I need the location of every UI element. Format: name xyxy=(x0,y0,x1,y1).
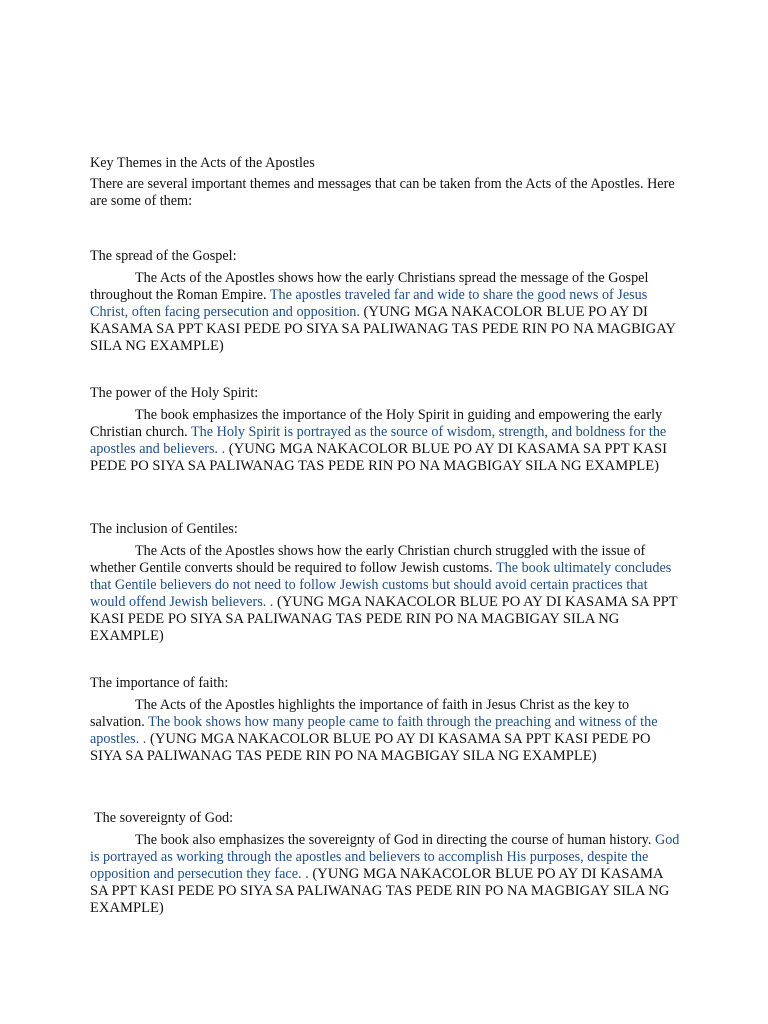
body-text: The Acts of the Apostles shows how the early Christians spread the message of the Gospel throughout the Roman Empire. xyxy=(90,270,649,303)
section-paragraph xyxy=(90,407,680,475)
section-spread-of-gospel xyxy=(90,248,680,355)
blue-highlight-text: The Holy Spirit is portrayed as the source of wisdom, strength, and boldness for the apostles and believers. . xyxy=(90,424,667,457)
section-paragraph xyxy=(90,832,680,917)
section-paragraph xyxy=(90,270,680,355)
body-text: The Acts of the Apostles highlights the importance of faith in Jesus Christ as the key to salvation. xyxy=(90,697,630,730)
note-text: (YUNG MGA NAKACOLOR BLUE PO AY DI KASAMA SA PPT KASI PEDE PO SIYA SA PALIWANAG TAS PEDE RIN PO NA MAGBIGAY SILA NG EXAMPLE) xyxy=(90,731,651,764)
section-paragraph xyxy=(90,543,680,645)
body-text: The Acts of the Apostles shows how the early Christian church struggled with the issue of whether Gentile converts should be required to follow Jewish customs. xyxy=(90,543,646,576)
blue-highlight-text: The book shows how many people came to faith through the preaching and witness of the apostles. . xyxy=(90,714,658,747)
document-title: Key Themes in the Acts of the Apostles xyxy=(90,155,315,171)
note-text: (YUNG MGA NAKACOLOR BLUE PO AY DI KASAMA SA PPT KASI PEDE PO SIYA SA PALIWANAG TAS PEDE RIN PO NA MAGBIGAY SILA NG EXAMPLE) xyxy=(90,594,678,644)
section-inclusion-of-gentiles xyxy=(90,521,680,645)
document-body xyxy=(90,155,680,917)
section-heading: The importance of faith: xyxy=(90,675,229,691)
blue-highlight-text: The apostles traveled far and wide to share the good news of Jesus Christ, often facing persecution and opposition. xyxy=(90,287,648,320)
section-heading: The power of the Holy Spirit: xyxy=(90,385,259,401)
body-text: The book emphasizes the importance of the Holy Spirit in guiding and empowering the early Christian church. xyxy=(90,407,663,440)
section-importance-of-faith xyxy=(90,675,680,765)
intro-paragraph: There are several important themes and messages that can be taken from the Acts of the Apostles. Here are some of them: xyxy=(90,176,675,209)
section-sovereignty-of-god xyxy=(90,810,680,917)
body-text: The book also emphasizes the sovereignty of God in directing the course of human history. xyxy=(135,832,655,848)
note-text: (YUNG MGA NAKACOLOR BLUE PO AY DI KASAMA SA PPT KASI PEDE PO SIYA SA PALIWANAG TAS PEDE RIN PO NA MAGBIGAY SILA NG EXAMPLE) xyxy=(90,866,670,916)
section-paragraph xyxy=(90,697,680,765)
section-heading: The spread of the Gospel: xyxy=(90,248,237,264)
note-text: (YUNG MGA NAKACOLOR BLUE PO AY DI KASAMA SA PPT KASI PEDE PO SIYA SA PALIWANAG TAS PEDE RIN PO NA MAGBIGAY SILA NG EXAMPLE) xyxy=(90,441,667,474)
section-heading: The sovereignty of God: xyxy=(94,810,234,826)
blue-highlight-text: The book ultimately concludes that Gentile believers do not need to follow Jewish customs but should avoid certain practices that would offend Jewish believers. . xyxy=(90,560,672,610)
section-heading: The inclusion of Gentiles: xyxy=(90,521,238,537)
note-text: (YUNG MGA NAKACOLOR BLUE PO AY DI KASAMA SA PPT KASI PEDE PO SIYA SA PALIWANAG TAS PEDE RIN PO NA MAGBIGAY SILA NG EXAMPLE) xyxy=(90,304,676,354)
blue-highlight-text: God is portrayed as working through the apostles and believers to accomplish His purposes, despite the opposition and persecution they face. . xyxy=(90,832,680,882)
section-holy-spirit xyxy=(90,385,680,475)
